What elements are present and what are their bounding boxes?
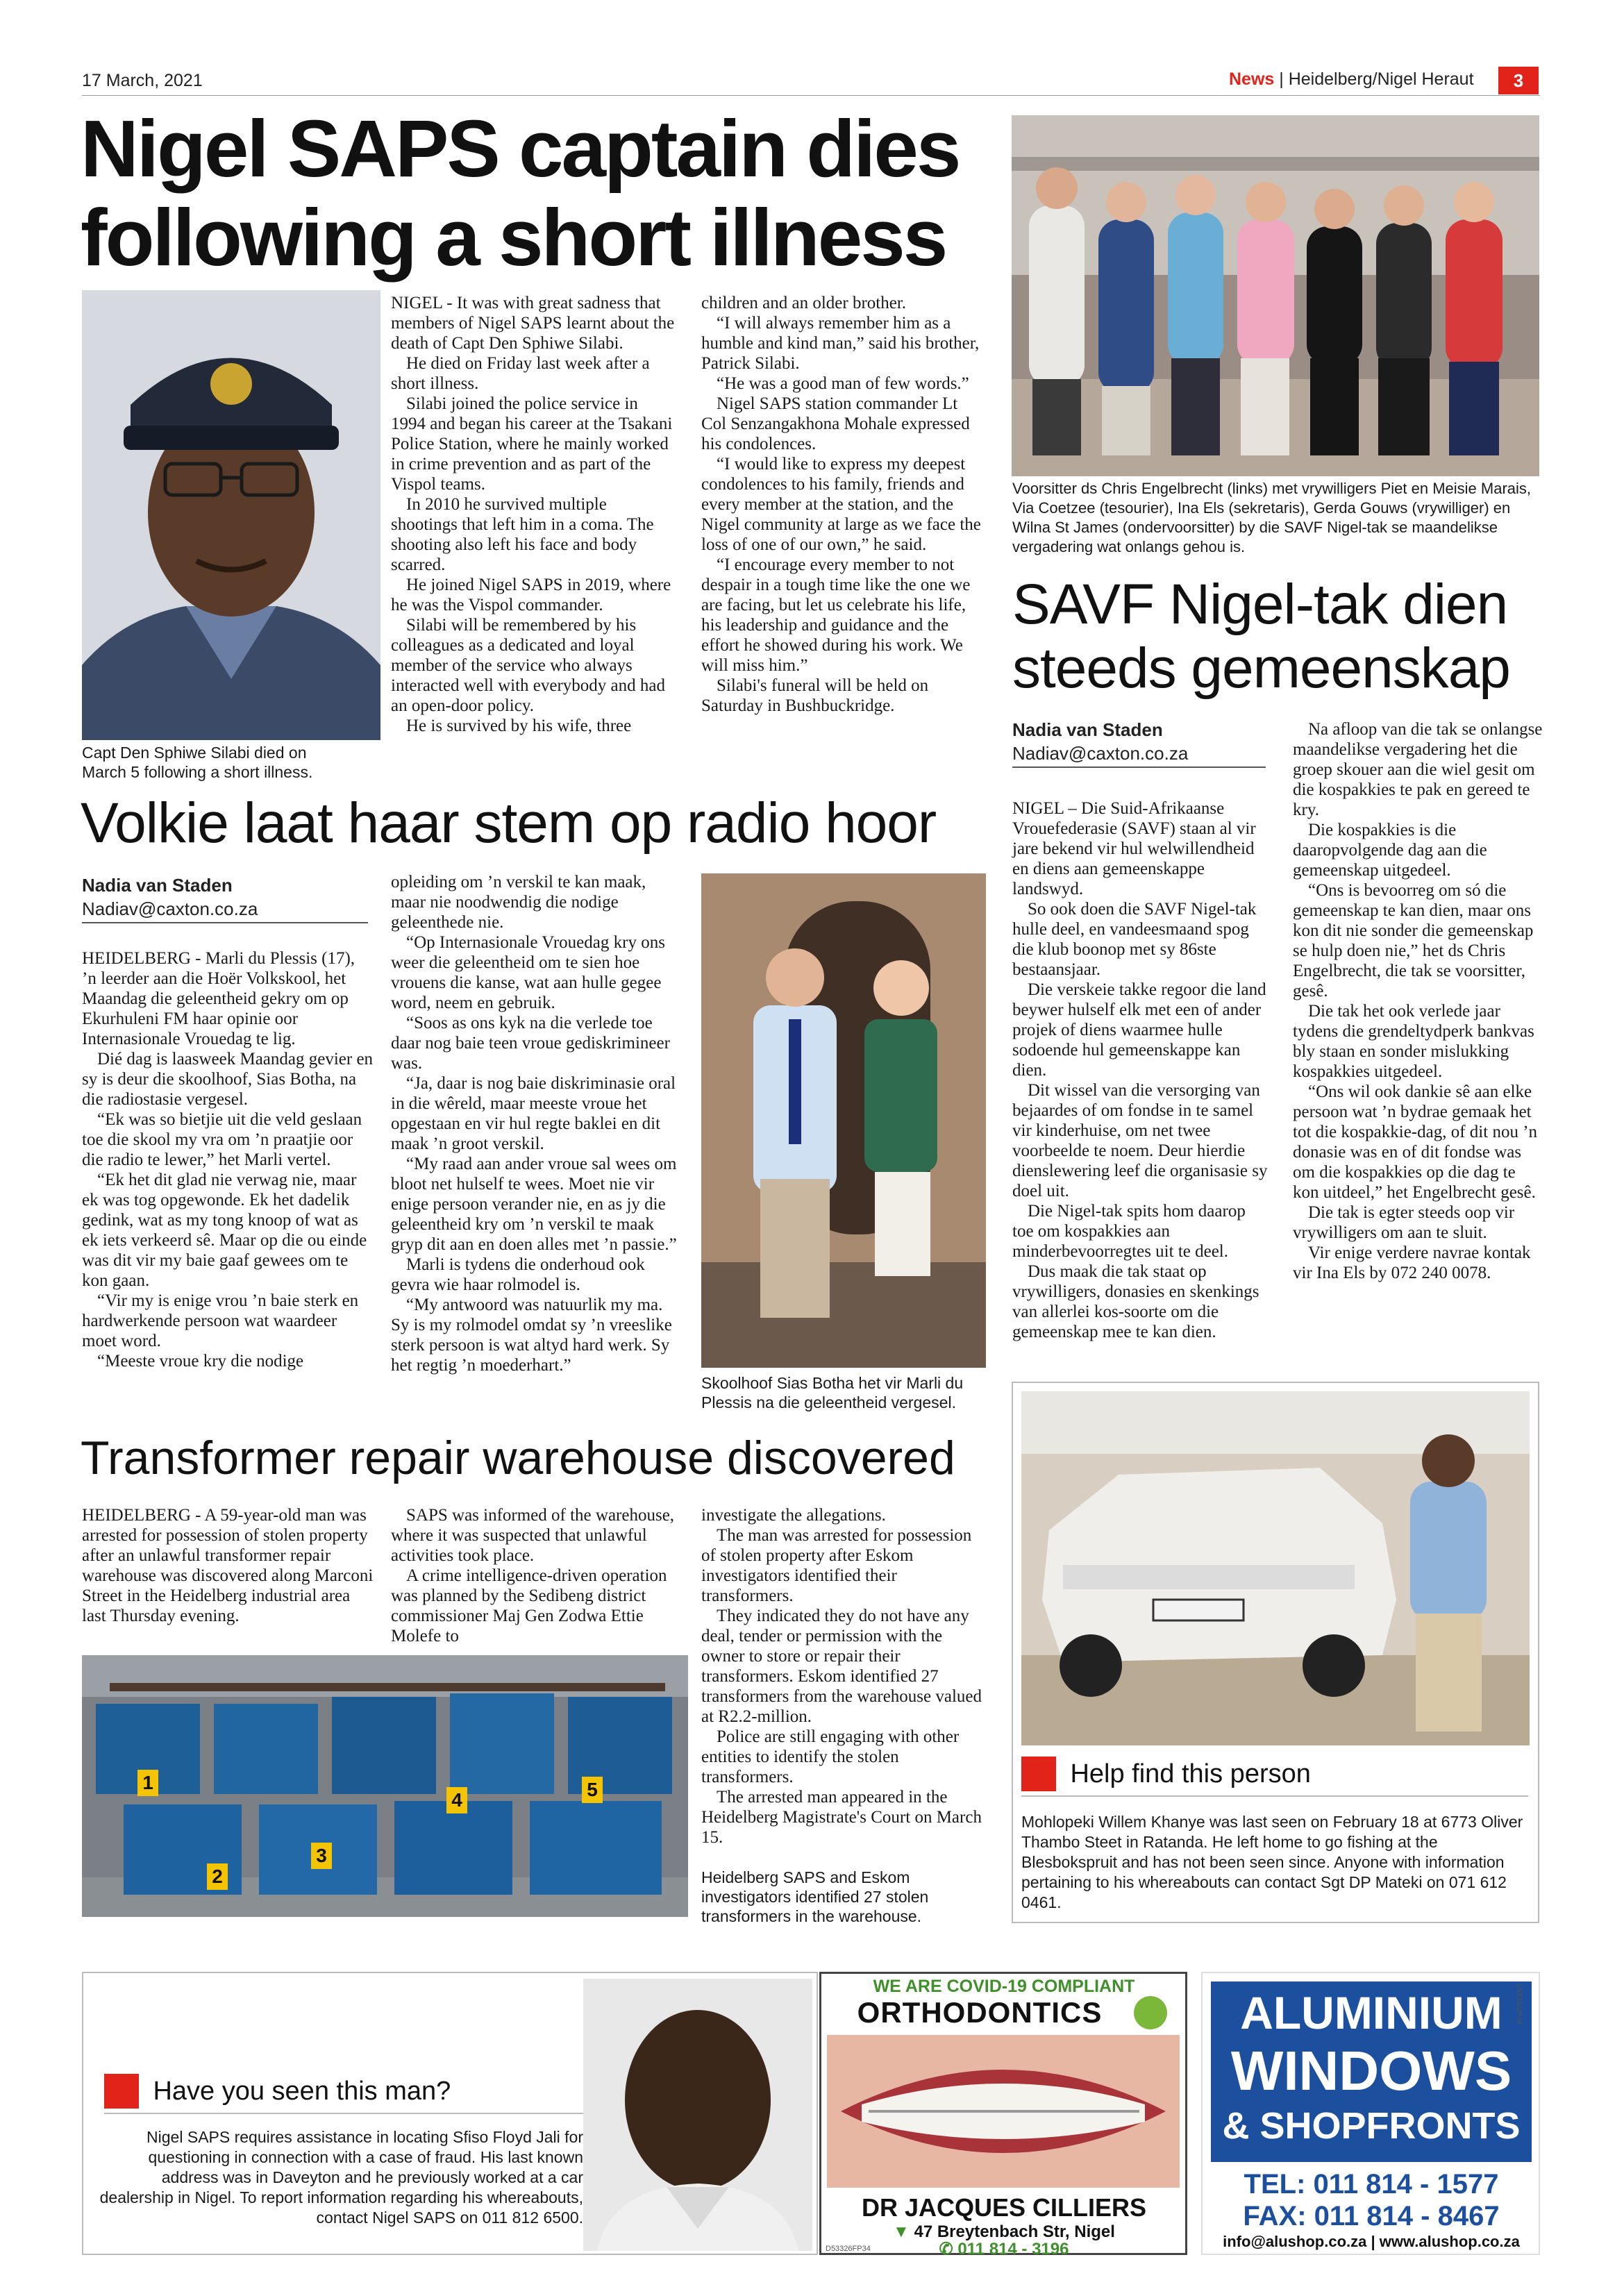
headline-savf (1012, 573, 1554, 701)
alu-tel: TEL: 011 814 - 1577 (1244, 2169, 1499, 2199)
paragraph: “Ons wil ook dankie sê aan elke persoon wat ’n bydrae gemaak het tot die kospakkie-dag, of dit nou ’n donasie was en of dit fondse was om die kospakkies op die dag te kon uitdeel,” het Engelbrecht gesê. (1293, 1082, 1538, 1202)
transformer-story-col2 (391, 1505, 683, 1646)
headline-line-2: steeds gemeenskap (1012, 637, 1510, 700)
paragraph: SAPS was informed of the warehouse, where it was suspected that unlawful activities took place. (391, 1506, 675, 1565)
evidence-marker-3: 3 (311, 1843, 332, 1869)
covid-compliant-banner: WE ARE COVID-19 COMPLIANT (873, 1977, 1135, 1996)
transformers-photo (82, 1655, 688, 1917)
volkie-story-col1 (82, 948, 374, 1371)
evidence-marker-5: 5 (582, 1777, 603, 1803)
principal-photo-caption: Skoolhoof Sias Botha het vir Marli du Plessis na die geleentheid vergesel. (701, 1374, 964, 1411)
headline-captain (81, 104, 1004, 282)
paragraph: Silabi's funeral will be held on Saturday in Bushbuckridge. (701, 676, 929, 715)
ortho-phone-text: 011 814 - 3196 (957, 2240, 1069, 2259)
alu-fax: FAX: 011 814 - 8467 (1243, 2201, 1500, 2231)
paragraph: Nigel SAPS station commander Lt Col Senzangakhona Mohale expressed his condolences. (701, 394, 970, 453)
red-marker (1021, 1757, 1056, 1791)
paragraph: Silabi joined the police service in 1994 and began his career at the Tsakani Police Station, where he mainly worked in crime prevention and as part of the Vispol teams. (391, 394, 673, 494)
location-pin-icon: ▼ (893, 2222, 910, 2241)
paragraph: A crime intelligence-driven operation was planned by the Sedibeng district commissioner Maj Gen Zodwa Ettie Molefe to (391, 1566, 667, 1645)
evidence-marker-2: 2 (207, 1863, 228, 1890)
ortho-phone (827, 2239, 1181, 2259)
savf-story-col2 (1293, 719, 1544, 1283)
section-label: News (1229, 69, 1275, 89)
paragraph: Na afloop van die tak se onlangse maandelikse vergadering het die groep skouer aan die wiel gesit om die kospakkies te pak en gereed te kry. (1293, 720, 1543, 819)
ortho-address-text: 47 Breytenbach Str, Nigel (914, 2222, 1115, 2241)
headline-line-1: Nigel SAPS captain dies (81, 103, 960, 194)
paragraph: HEIDELBERG - A 59-year-old man was arrested for possession of stolen property after an unlawful transformer repair warehouse was discovered along Marconi Street in the Heidelberg industrial area last Thursday evening. (82, 1506, 374, 1625)
alu-ad-code: LS53322P34 (1515, 1984, 1523, 2025)
paragraph: “Op Internasionale Vrouedag kry ons weer die geleentheid om te sien hoe vrouens die kanse, wat aan hulle gegee word, neem en gebruik. (391, 933, 665, 1012)
header-rule (82, 95, 1540, 96)
paragraph: “Ek het dit glad nie verwag nie, maar ek was tog opgewonde. Ek het dadelik gedink, wat as my tong knoop of wat as ek iets verkeerd sê. Maar op die ou einde was dit vir my baie gaaf gewees om te kon gaan. (82, 1171, 367, 1290)
wanted-person-photo (583, 1979, 812, 2251)
alu-line-1: ALUMINIUM (1240, 1987, 1502, 2038)
missing-person-title: Help find this person (1070, 1759, 1311, 1788)
issue-date: 17 March, 2021 (82, 71, 203, 90)
paragraph: He joined Nigel SAPS in 2019, where he was the Vispol commander. (391, 576, 671, 614)
headline-line-2: following a short illness (81, 192, 946, 283)
missing-person-box (1012, 1382, 1539, 1923)
headline-volkie: Volkie laat haar stem op radio hoor (81, 791, 937, 855)
wanted-person-title: Have you seen this man? (153, 2076, 451, 2106)
transformer-story-col3 (701, 1505, 986, 1847)
paragraph: NIGEL – Die Suid-Afrikaanse Vrouefederasie (SAVF) staan al vir jare bekend vir hul welwillendheid en diens aan gemeenskappe landswyd. (1012, 799, 1256, 898)
evidence-marker-4: 4 (446, 1787, 467, 1813)
page-number: 3 (1513, 70, 1524, 91)
transformer-story-col1 (82, 1505, 374, 1626)
volkie-byline: Nadia van Staden (82, 875, 233, 896)
savf-byline-rule (1012, 766, 1266, 768)
paragraph: He is survived by his wife, three (406, 717, 632, 735)
missing-person-photo (1021, 1391, 1530, 1745)
paragraph: Die tak is egter steeds oop vir vrywilligers om aan te sluit. (1293, 1203, 1515, 1242)
captain-story-col2 (701, 293, 986, 716)
paragraph: “I would like to express my deepest condolences to his family, friends and every member at the station, and the Nigel community at large as we face the loss of one of our own,” he said. (701, 455, 981, 554)
paragraph: Die tak het ook verlede jaar tydens die grendeltydperk bankvas bly staan en sonder mislukking kospakkies uitgedeel. (1293, 1002, 1534, 1081)
savf-story-col1 (1012, 798, 1269, 1342)
paragraph: “He was a good man of few words.” (717, 374, 969, 393)
headline-transformer: Transformer repair warehouse discovered (81, 1432, 955, 1484)
running-head (1229, 69, 1474, 90)
paragraph: Die verskeie takke regoor die land beywer hulself elk met een of ander projek of diens waarmee hulle sodoende hul gemeenskappe kan dien. (1012, 980, 1266, 1080)
phone-icon: ✆ (939, 2240, 953, 2259)
publication-name: Heidelberg/Nigel Heraut (1288, 69, 1474, 89)
volkie-email: Nadiav@caxton.co.za (82, 898, 258, 919)
savf-byline: Nadia van Staden (1012, 719, 1163, 740)
wanted-person-portrait (583, 1979, 812, 2251)
apple-icon (1134, 1996, 1167, 2029)
aluminium-ad (1201, 1972, 1540, 2255)
paragraph: children and an older brother. (701, 294, 907, 312)
paragraph: He died on Friday last week after a short illness. (391, 354, 650, 393)
paragraph: Dié dag is laasweek Maandag gevier en sy is deur die skoolhoof, Sias Botha, na die radiostasie vergesel. (82, 1050, 374, 1109)
paragraph: “Soos as ons kyk na die verlede toe daar nog baie teen vroue gediskrimineer was. (391, 1014, 670, 1073)
headline-line-1: SAVF Nigel-tak dien (1012, 573, 1508, 636)
paragraph: “My raad aan ander vroue sal wees om bloot net hulself te wees. Moet nie vir enige persoon verander nie, en as jy die geleentheid kry om ’n verskil te maak gryp dit aan en doen alles met ’n passie.” (391, 1155, 677, 1254)
paragraph: “Ons is bevoorreg om só die gemeenskap te kan dien, maar ons kon dit nie sonder die gemeenskap se hulp doen nie,” het ds Chris Engelbrecht, die tak se voorsitter, gesê. (1293, 881, 1534, 1000)
paragraph: Dus maak die tak staat op vrywilligers, donasies en skenkings van allerlei kos-soorte om die gemeenskap mee te kan dien. (1012, 1262, 1259, 1341)
wanted-person-title-row (104, 2074, 583, 2114)
smile-photo (827, 2035, 1180, 2188)
red-marker (104, 2074, 139, 2109)
missing-person-title-row (1021, 1757, 1528, 1797)
paragraph: Dit wissel van die versorging van bejaardes of om fondse in te samel vir kinderhuise, om net twee voorbeelde te noem. Deur hierdie dienslewering leef die organisasie sy doel uit. (1012, 1081, 1268, 1200)
paragraph: opleiding om ’n verskil te kan maak, maar nie noodwendig die nodige geleenthede nie. (391, 873, 646, 932)
paragraph: “Meeste vroue kry die nodige (97, 1352, 304, 1371)
page-number-badge (1498, 67, 1539, 94)
captain-photo (82, 290, 380, 740)
separator: | (1279, 69, 1284, 89)
wanted-person-text: Nigel SAPS requires assistance in locating Sfiso Floyd Jali for questioning in connection with a case of fraud. His last known address was in Daveyton and he previously worked at a car dealership in Nigel. To report information regarding his whereabouts, contact Nigel SAPS on 011 812 6500. (99, 2128, 583, 2227)
savf-group-illustration (1012, 115, 1539, 476)
principal-student-photo (701, 873, 986, 1368)
man-with-car-illustration (1021, 1391, 1530, 1745)
paragraph: investigate the allegations. (701, 1506, 886, 1525)
transformers-photo-caption: Heidelberg SAPS and Eskom investigators identified 27 stolen transformers in the warehouse. (701, 1868, 929, 1925)
alu-line-3: & SHOPFRONTS (1222, 2105, 1521, 2147)
principal-student-illustration (701, 873, 986, 1368)
captain-portrait-illustration (82, 290, 380, 740)
paragraph: HEIDELBERG - Marli du Plessis (17), ’n leerder aan die Hoër Volkskool, het Maandag die geleentheid gekry om op Ekurhuleni FM haar opinie oor Internasionale Vrouedag te lig. (82, 949, 355, 1048)
paragraph: The man was arrested for possession of stolen property after Eskom investigators identified their transformers. (701, 1526, 972, 1605)
paragraph: “My antwoord was natuurlik my ma. Sy is my rolmodel omdat sy ’n vreeslike sterk persoon is wat altyd hard werk. Sy het regtig ’n moederhart.” (391, 1296, 672, 1375)
captain-photo-caption: Capt Den Sphiwe Silabi died on March 5 following a short illness. (82, 744, 313, 781)
savf-photo-caption: Voorsitter ds Chris Engelbrecht (links) met vrywilligers Piet en Meisie Marais, Via Coetzee (tesourier), Ina Els (sekretaris), Gerda Gouws (vrywilliger) en Wilna St James (ondervoorsitter) by die SAVF Nigel-tak se maandelikse vergadering wat onlangs gehou is. (1012, 480, 1532, 555)
paragraph: “Vir my is enige vrou ’n baie sterk en hardwerkende persoon wat waardeer moet word. (82, 1291, 359, 1350)
savf-email: Nadiav@caxton.co.za (1012, 743, 1189, 764)
paragraph: “I will always remember him as a humble and kind man,” said his brother, Patrick Silabi. (701, 314, 980, 373)
paragraph: “I encourage every member to not despair in a tough time like the one we are facing, but let us celebrate his life, his leadership and guidance and the effort he showed during his work. We will miss him.” (701, 555, 971, 675)
alu-line-2: WINDOWS (1230, 2040, 1512, 2102)
wanted-person-box (82, 1972, 818, 2255)
paragraph: So ook doen die SAVF Nigel-tak hulle deel, en vandeesmaand spog die klub boonop met sy 86ste bestaansjaar. (1012, 900, 1257, 979)
paragraph: The arrested man appeared in the Heidelberg Magistrate's Court on March 15. (701, 1788, 982, 1847)
doctor-name: DR JACQUES CILLIERS (861, 2193, 1147, 2222)
evidence-marker-1: 1 (137, 1770, 158, 1796)
paragraph: In 2010 he survived multiple shootings that left him in a coma. The shooting also left his face and body scarred. (391, 495, 654, 574)
orthodontics-ad (819, 1972, 1187, 2259)
paragraph: Vir enige verdere navrae kontak vir Ina Els by 072 240 0078. (1293, 1243, 1531, 1282)
alu-web: info@alushop.co.za | www.alushop.co.za (1223, 2233, 1520, 2250)
orthodontics-title: ORTHODONTICS (857, 1996, 1103, 2029)
paragraph: Die kospakkies is die daaropvolgende dag aan die gemeenskap uitgedeel. (1293, 821, 1487, 880)
volkie-story-col2 (391, 872, 683, 1375)
missing-person-text: Mohlopeki Willem Khanye was last seen on February 18 at 6773 Oliver Thambo Steet in Ratanda. He left home to go fishing at the Blesbokspruit and has not been seen since. Anyone with information pertaining to his whereabouts can contact Sgt DP Mateki on 071 612 0461. (1021, 1813, 1523, 1911)
paragraph: Marli is tydens die onderhoud ook gevra wie haar rolmodel is. (391, 1255, 645, 1294)
paragraph: “Ek was so bietjie uit die veld geslaan toe die skool my vra om ’n praatjie oor die radio te lewer,” het Marli vertel. (82, 1110, 362, 1169)
paragraph: Silabi will be remembered by his colleagues as a dedicated and loyal member of the service who always interacted well with everybody and had an open-door policy. (391, 616, 665, 715)
savf-group-photo (1012, 115, 1539, 476)
paragraph: “Ja, daar is nog baie diskriminasie oral in die wêreld, maar meeste vroue het opgestaan en vir hul regte baklei en dit maak ’n groot verskil. (391, 1074, 676, 1153)
paragraph: Police are still engaging with other entities to identify the stolen transformers. (701, 1727, 960, 1786)
paragraph: They indicated they do not have any deal, tender or permission with the owner to store or repair their transformers. Eskom identified 27 transformers from the warehouse valued at R2.2-million. (701, 1607, 982, 1726)
smile-illustration (827, 2035, 1180, 2188)
paragraph: NIGEL - It was with great sadness that members of Nigel SAPS learnt about the death of Capt Den Sphiwe Silabi. (391, 294, 675, 353)
captain-story-col1 (391, 293, 676, 736)
paragraph: Die Nigel-tak spits hom daarop toe om kospakkies aan minderbevoorregtes uit te deel. (1012, 1202, 1246, 1261)
ortho-ad-code: D53326FP34 (826, 2245, 871, 2253)
volkie-byline-rule (82, 922, 368, 923)
